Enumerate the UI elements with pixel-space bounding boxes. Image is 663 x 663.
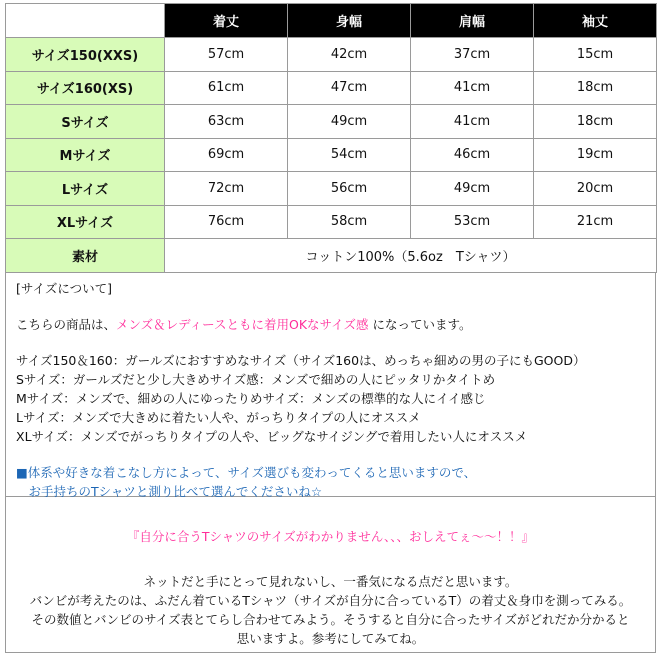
row-label: Mサイズ	[6, 138, 165, 172]
size-description-line: Lサイズ：メンズで大きめに着たい人や、がっちりタイプの人にオススメ	[16, 409, 421, 425]
table-cell: 37cm	[411, 38, 534, 72]
table-row	[6, 172, 657, 206]
table-cell: 69cm	[165, 138, 288, 172]
header-cell-sleeve: 袖丈	[534, 4, 657, 38]
material-label: 素材	[6, 239, 165, 273]
consult-line: 思いますよ。参考にしてみてね。	[236, 630, 425, 646]
row-label: XLサイズ	[6, 205, 165, 239]
consult-line: バンビが考えたのは、ふだん着ているTシャツ（サイズが自分に合っているT）の着丈＆身巾を測ってみる。	[29, 592, 632, 608]
header-cell-length: 着丈	[165, 4, 288, 38]
size-guide	[5, 3, 656, 653]
table-cell: 57cm	[165, 38, 288, 72]
table-header-row	[6, 4, 657, 38]
table-row	[6, 38, 657, 72]
consult-title: 『自分に合うTシャツのサイズがわかりません、、、おしえてぇ〜〜！！』	[126, 528, 535, 544]
table-cell: 42cm	[288, 38, 411, 72]
consult-line: その数値とバンビのサイズ表とてらし合わせてみよう。そうすると自分に合ったサイズがどれだか分かると	[31, 611, 630, 627]
header-cell-width: 身幅	[288, 4, 411, 38]
table-cell: 63cm	[165, 105, 288, 139]
header-cell-shoulder: 肩幅	[411, 4, 534, 38]
row-label: サイズ160(XS)	[6, 71, 165, 105]
size-description-line: Sサイズ：ガールズだと少し大きめサイズ感：メンズで細めの人にピッタリかタイトめ	[16, 371, 496, 387]
table-cell: 61cm	[165, 71, 288, 105]
fit-note-line: ■体系や好きな着こなし方によって、サイズ選びも変わってくると思いますので、	[16, 464, 477, 480]
table-cell: 20cm	[534, 172, 657, 206]
table-cell: 41cm	[411, 105, 534, 139]
table-row	[6, 205, 657, 239]
table-cell: 46cm	[411, 138, 534, 172]
fit-note-line: お手持ちのTシャツと測り比べて選んでくださいね☆	[16, 483, 323, 499]
table-cell: 53cm	[411, 205, 534, 239]
material-value: コットン100%（5.6oz Tシャツ）	[165, 239, 657, 273]
header-corner	[6, 4, 165, 38]
table-cell: 58cm	[288, 205, 411, 239]
table-cell: 72cm	[165, 172, 288, 206]
table-cell: 49cm	[411, 172, 534, 206]
size-description-line: サイズ150＆160：ガールズにおすすめなサイズ（サイズ160は、めっちゃ細めの男の子にもGOOD）	[16, 352, 586, 368]
table-cell: 21cm	[534, 205, 657, 239]
size-description-line: XLサイズ：メンズでがっちりタイプの人や、ビッグなサイジングで着用したい人にオススメ	[16, 428, 528, 444]
intro-text-post: になっています。	[372, 316, 472, 332]
table-cell: 49cm	[288, 105, 411, 139]
size-table	[5, 3, 657, 273]
intro-text-pre: こちらの商品は、	[16, 316, 117, 332]
table-cell: 15cm	[534, 38, 657, 72]
table-cell: 18cm	[534, 105, 657, 139]
size-consult-section	[5, 497, 656, 653]
row-label: Sサイズ	[6, 105, 165, 139]
info-heading: [サイズについて]	[16, 280, 113, 296]
table-cell: 47cm	[288, 71, 411, 105]
table-cell: 41cm	[411, 71, 534, 105]
info-intro	[16, 315, 645, 334]
material-row	[6, 239, 657, 273]
table-cell: 56cm	[288, 172, 411, 206]
consult-line: ネットだと手にとって見れないし、一番気になる点だと思います。	[143, 573, 518, 589]
row-label: Lサイズ	[6, 172, 165, 206]
row-label: サイズ150(XXS)	[6, 38, 165, 72]
table-cell: 76cm	[165, 205, 288, 239]
table-row	[6, 71, 657, 105]
table-cell: 19cm	[534, 138, 657, 172]
table-cell: 54cm	[288, 138, 411, 172]
table-row	[6, 105, 657, 139]
table-cell: 18cm	[534, 71, 657, 105]
intro-highlight: メンズ＆レディースともに着用OKなサイズ感	[116, 316, 369, 332]
size-info-section	[5, 273, 656, 497]
table-row	[6, 138, 657, 172]
size-description-line: Mサイズ：メンズで、細めの人にゆったりめサイズ：メンズの標準的な人にイイ感じ	[16, 390, 486, 406]
